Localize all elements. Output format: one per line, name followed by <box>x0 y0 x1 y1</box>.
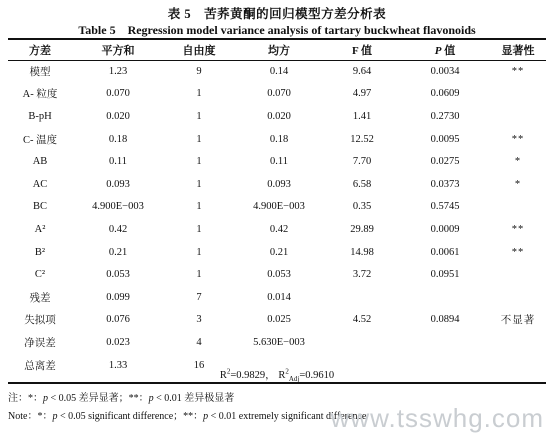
cell-p-value <box>400 331 490 354</box>
cell-source: 总离差 <box>24 360 56 372</box>
table-row <box>8 83 546 106</box>
cell-p-value: 0.0894 <box>430 314 460 326</box>
cell-sum-squares: 0.18 <box>108 133 128 145</box>
cell-f-value: 29.89 <box>350 223 374 235</box>
cell-significance <box>490 331 546 354</box>
cell-df: 3 <box>196 314 202 326</box>
anova-table <box>8 39 546 376</box>
table-row <box>8 173 546 196</box>
cell-df: 1 <box>196 201 202 213</box>
cell-mean-square: 0.070 <box>267 88 291 100</box>
cell-df: 1 <box>196 88 202 100</box>
cell-df: 1 <box>196 223 202 235</box>
cell-df: 1 <box>196 110 202 122</box>
cell-sum-squares: 0.11 <box>109 156 127 168</box>
cell-significance: ** <box>511 223 525 235</box>
table-row <box>8 218 546 241</box>
cell-mean-square: 0.11 <box>270 156 288 168</box>
cell-df: 9 <box>196 65 202 77</box>
cell-p-value: 0.0034 <box>430 65 460 77</box>
cell-mean-square: 0.42 <box>269 223 289 235</box>
cell-f-value: 4.97 <box>352 88 372 100</box>
cell-f-value <box>324 286 400 309</box>
cell-significance <box>490 196 546 219</box>
footnote-cn <box>8 389 234 404</box>
cell-mean-square: 0.093 <box>267 178 291 190</box>
cell-p-value: 0.5745 <box>430 201 460 213</box>
cell-source: 净误差 <box>24 337 56 349</box>
cell-source: B² <box>34 246 46 258</box>
cell-significance <box>490 286 546 309</box>
cell-f-value: 9.64 <box>352 65 372 77</box>
table-title-en: Table 5 Regression model variance analysis of tartary buckwheat flavonoids <box>78 23 476 37</box>
header-df: 自由度 <box>182 44 216 57</box>
cell-df: 1 <box>196 133 202 145</box>
cell-mean-square: 0.053 <box>267 269 291 281</box>
r2-label: R <box>219 370 227 381</box>
table-row <box>8 241 546 264</box>
r2adj-value: =0.9610 <box>299 370 335 381</box>
cell-f-value: 3.72 <box>352 269 372 281</box>
r2-superscript: 2 <box>226 367 231 376</box>
cell-p-value <box>400 286 490 309</box>
footnote-en <box>8 407 366 422</box>
cell-significance: ** <box>511 246 525 258</box>
cell-df: 1 <box>196 246 202 258</box>
cell-f-value: 0.35 <box>352 201 372 213</box>
table-row <box>8 196 546 219</box>
cell-f-value: 1.41 <box>352 110 372 122</box>
cell-sum-squares: 0.093 <box>106 178 130 190</box>
cell-p-value: 0.0609 <box>430 88 460 100</box>
header-significance: 显著性 <box>501 44 535 57</box>
cell-p-value: 0.0009 <box>430 223 460 235</box>
cell-source: C- 温度 <box>22 134 58 146</box>
cell-f-value: 7.70 <box>352 156 372 168</box>
cell-source: AC <box>32 178 48 190</box>
cell-mean-square: 0.025 <box>267 314 291 326</box>
cell-significance <box>490 83 546 106</box>
r2adj-superscript: 2 <box>285 367 289 376</box>
footnote-cn-p1: p <box>43 393 48 404</box>
cell-sum-squares: 0.023 <box>106 336 130 348</box>
cell-significance: ** <box>511 65 525 77</box>
cell-p-value: 0.0095 <box>430 133 460 145</box>
cell-source: C² <box>34 269 46 281</box>
cell-sum-squares: 0.070 <box>106 88 130 100</box>
cell-source: BC <box>32 201 47 213</box>
cell-mean-square: 5.630E−003 <box>253 336 305 348</box>
cell-sum-squares: 1.33 <box>108 359 128 371</box>
footnote-en-end: < 0.01 extremely significant difference <box>208 411 367 422</box>
cell-sum-squares: 4.900E−003 <box>92 201 144 213</box>
cell-mean-square: 4.900E−003 <box>253 201 305 213</box>
site-watermark: www.tsswhg.com <box>330 403 544 433</box>
cell-p-value: 0.0275 <box>430 156 460 168</box>
cell-mean-square: 0.020 <box>267 110 291 122</box>
table-row <box>8 60 546 83</box>
cell-df: 16 <box>193 359 205 371</box>
table-title-cn: 表 5 苦荞黄酮的回归模型方差分析表 <box>167 7 387 21</box>
cell-p-value: 0.2730 <box>430 110 460 122</box>
cell-f-value: 14.98 <box>350 246 374 258</box>
header-f-value: F 值 <box>351 44 373 57</box>
cell-significance: * <box>514 178 522 190</box>
footnote-cn-p2: p <box>148 393 154 404</box>
table-row <box>8 150 546 173</box>
header-p-label: P <box>434 44 442 57</box>
cell-mean-square: 0.18 <box>269 133 289 145</box>
cell-df: 1 <box>196 269 202 281</box>
table-row <box>8 105 546 128</box>
cell-p-value: 0.0951 <box>430 269 460 281</box>
cell-mean-square: 0.21 <box>269 246 289 258</box>
cell-source: 模型 <box>29 66 51 78</box>
cell-significance: ** <box>511 133 525 145</box>
cell-f-value <box>324 331 400 354</box>
cell-f-value: 12.52 <box>350 133 374 145</box>
cell-p-value: 0.0373 <box>430 178 460 190</box>
header-p-value <box>400 39 490 60</box>
cell-sum-squares: 0.076 <box>106 314 130 326</box>
footnote-en-mid: < 0.05 significant difference；**： <box>57 411 204 422</box>
r2adj-label: R <box>278 370 286 381</box>
header-p-suffix: 值 <box>441 44 456 57</box>
cell-significance <box>490 263 546 286</box>
header-source: 方差 <box>29 44 51 57</box>
footnote-en-prefix: Note：*： <box>8 411 53 422</box>
footnote-cn-end: < 0.01 差异极显著 <box>153 393 235 404</box>
cell-significance <box>490 105 546 128</box>
cell-f-value: 4.52 <box>352 314 372 326</box>
cell-source: AB <box>32 156 48 168</box>
cell-mean-square: 0.014 <box>267 291 291 303</box>
cell-significance: * <box>514 156 522 168</box>
footnote-en-p1: p <box>52 411 58 422</box>
table-header-row <box>8 39 546 60</box>
r2-value: =0.9829， <box>230 370 276 381</box>
cell-significance: 不显著 <box>500 315 536 327</box>
cell-sum-squares: 0.21 <box>108 246 128 258</box>
cell-sum-squares: 0.42 <box>108 223 128 235</box>
table-row <box>8 331 546 354</box>
cell-df: 7 <box>196 291 202 303</box>
table-row <box>8 263 546 286</box>
cell-source: 失拟项 <box>24 315 56 327</box>
cell-source: A² <box>34 223 46 235</box>
cell-df: 4 <box>196 336 202 348</box>
footnote-cn-prefix: 注：*： <box>8 393 43 404</box>
cell-f-value: 6.58 <box>352 178 372 190</box>
footnote-en-p2: p <box>203 411 209 422</box>
cell-mean-square: 0.14 <box>269 65 289 77</box>
cell-source: B-pH <box>28 110 52 122</box>
footnote-cn-mid: < 0.05 差异显著；**： <box>48 393 149 404</box>
table-row <box>8 128 546 151</box>
cell-sum-squares: 0.020 <box>106 110 130 122</box>
r2adj-subscript: Adj <box>288 375 300 384</box>
cell-df: 1 <box>196 178 202 190</box>
cell-source: 残差 <box>29 292 51 304</box>
cell-sum-squares: 0.053 <box>106 269 130 281</box>
cell-p-value: 0.0061 <box>430 246 460 258</box>
header-sum-squares: 平方和 <box>101 44 135 57</box>
table-row <box>8 286 546 309</box>
cell-source: A- 粒度 <box>22 89 58 101</box>
cell-sum-squares: 1.23 <box>108 65 128 77</box>
cell-sum-squares: 0.099 <box>106 291 130 303</box>
header-mean-square: 均方 <box>268 44 290 57</box>
cell-df: 1 <box>196 156 202 168</box>
fit-statistics <box>0 367 554 383</box>
table-row <box>8 309 546 332</box>
